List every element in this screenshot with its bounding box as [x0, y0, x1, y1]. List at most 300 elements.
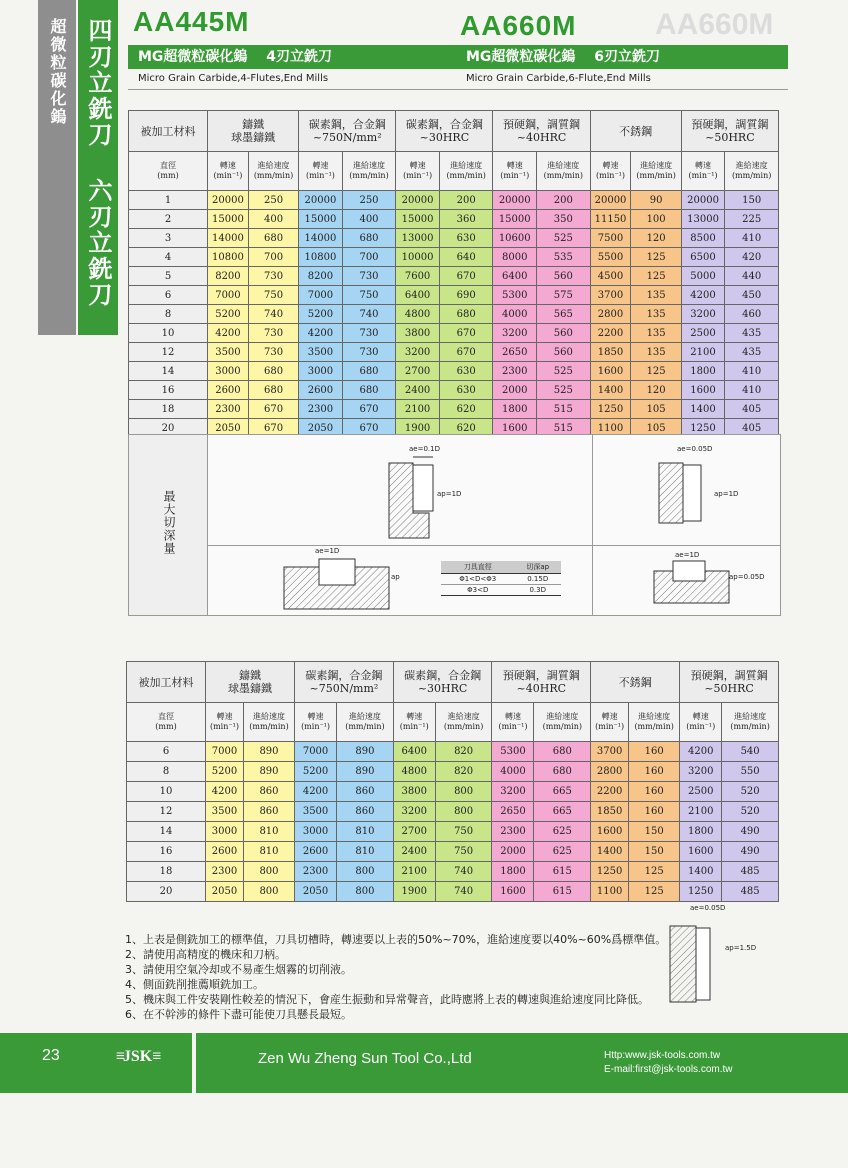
- speed-cell: 2500: [680, 782, 722, 802]
- material-header: 碳素鋼，合金鋼 ~750N/mm²: [299, 111, 396, 152]
- table-row: [129, 305, 779, 324]
- speed-cell: 7500: [590, 229, 631, 248]
- feed-cell: 125: [631, 267, 681, 286]
- feed-cell: 700: [248, 248, 298, 267]
- speed-cell: 15000: [299, 210, 343, 229]
- speed-cell: 6400: [396, 286, 440, 305]
- speed-cell: 20000: [396, 191, 440, 210]
- speed-cell: 1400: [590, 381, 631, 400]
- brand-name: JSK: [122, 1048, 153, 1065]
- material-header: 預硬鋼，調質鋼 ~50HRC: [680, 662, 779, 703]
- material-header: 碳素鋼，合金鋼 ~750N/mm²: [295, 662, 394, 703]
- ap-0-05d-label: ap=0.05D: [729, 573, 765, 581]
- feed-cell: 820: [435, 742, 492, 762]
- speed-cell: 2400: [396, 381, 440, 400]
- ap-1d-label-right: ap=1D: [714, 490, 739, 498]
- speed-cell: 1250: [591, 862, 629, 882]
- feed-cell: 515: [536, 419, 590, 438]
- speed-cell: 2050: [299, 419, 343, 438]
- speed-cell: 5200: [299, 305, 343, 324]
- speed-cell: 10000: [396, 248, 440, 267]
- feed-header: 進給速度 (mm/min): [536, 152, 590, 191]
- speed-cell: 10800: [208, 248, 249, 267]
- table-row: [127, 782, 779, 802]
- speed-cell: 3000: [206, 822, 244, 842]
- feed-header: 進給速度 (mm/min): [248, 152, 298, 191]
- feed-cell: 150: [725, 191, 779, 210]
- speed-cell: 15000: [493, 210, 537, 229]
- speed-cell: 1100: [591, 882, 629, 902]
- speed-cell: 3200: [680, 762, 722, 782]
- table-row: [129, 381, 779, 400]
- speed-cell: 8000: [493, 248, 537, 267]
- speed-cell: 7000: [208, 286, 249, 305]
- feed-cell: 160: [629, 802, 680, 822]
- feed-cell: 670: [439, 324, 493, 343]
- feed-cell: 360: [439, 210, 493, 229]
- table-row: [129, 286, 779, 305]
- feed-cell: 150: [629, 822, 680, 842]
- diameter-cell: 16: [127, 842, 206, 862]
- speed-cell: 1800: [680, 822, 722, 842]
- feed-cell: 730: [342, 343, 396, 362]
- feed-cell: 410: [725, 229, 779, 248]
- feed-cell: 485: [722, 862, 779, 882]
- note-item: 5、機床與工件安裝剛性較差的情況下，會産生振動和异常聲音，此時應將上表的轉速與進給速度同比降低。: [125, 993, 649, 1006]
- feed-cell: 105: [631, 400, 681, 419]
- feed-cell: 670: [342, 419, 396, 438]
- feed-cell: 405: [725, 400, 779, 419]
- diameter-cell: 8: [127, 762, 206, 782]
- email-link[interactable]: E-mail:first@jsk-tools.com.tw: [604, 1064, 733, 1075]
- speed-cell: 13000: [681, 210, 725, 229]
- right-product-subtitle: Micro Grain Carbide,6-Flute,End Mills: [456, 69, 788, 90]
- speed-cell: 1900: [396, 419, 440, 438]
- feed-cell: 520: [722, 802, 779, 822]
- speed-cell: 4500: [590, 267, 631, 286]
- speed-cell: 1400: [680, 862, 722, 882]
- material-header: 不銹鋼: [590, 111, 681, 152]
- speed-cell: 3200: [492, 782, 534, 802]
- feed-cell: 400: [248, 210, 298, 229]
- speed-cell: 4200: [206, 782, 244, 802]
- feed-cell: 670: [248, 400, 298, 419]
- diameter-cell: 18: [127, 862, 206, 882]
- feed-header: 進給速度 (mm/min): [243, 703, 294, 742]
- feed-cell: 490: [722, 822, 779, 842]
- feed-cell: 160: [629, 762, 680, 782]
- company-name: Zen Wu Zheng Sun Tool Co.,Ltd: [258, 1050, 472, 1067]
- feed-header: 進給速度 (mm/min): [534, 703, 591, 742]
- feed-cell: 200: [536, 191, 590, 210]
- mini-table-header: 切深ap: [514, 561, 561, 574]
- feed-cell: 615: [534, 862, 591, 882]
- brand-logo: ≡JSK≡: [115, 1048, 160, 1065]
- feed-cell: 420: [725, 248, 779, 267]
- speed-cell: 10800: [299, 248, 343, 267]
- right-product-bar: MG超微粒碳化鎢 6刃立銑刀: [456, 45, 788, 69]
- feed-cell: 750: [435, 822, 492, 842]
- diameter-cell: 10: [129, 324, 208, 343]
- note-item: 1、上表是側銑加工的標準值，刀具切槽時，轉速要以上表的50%~70%，進給速度要以40%~60%爲標準值。: [125, 933, 667, 946]
- diameter-cell: 12: [129, 343, 208, 362]
- speed-cell: 1800: [681, 362, 725, 381]
- feed-cell: 120: [631, 229, 681, 248]
- feed-cell: 410: [725, 381, 779, 400]
- speed-cell: 2600: [295, 842, 337, 862]
- speed-cell: 1850: [590, 343, 631, 362]
- feed-cell: 680: [342, 362, 396, 381]
- speed-cell: 2000: [493, 381, 537, 400]
- feed-cell: 620: [439, 419, 493, 438]
- feed-cell: 520: [722, 782, 779, 802]
- feed-header: 進給速度 (mm/min): [342, 152, 396, 191]
- speed-cell: 1600: [680, 842, 722, 862]
- feed-cell: 730: [248, 343, 298, 362]
- feed-header: 進給速度 (mm/min): [435, 703, 492, 742]
- feed-cell: 680: [439, 305, 493, 324]
- mini-table-cell: Φ1<D<Φ3: [441, 574, 514, 585]
- speed-cell: 1250: [680, 882, 722, 902]
- speed-cell: 3000: [295, 822, 337, 842]
- table-row: [129, 191, 779, 210]
- feed-cell: 730: [342, 267, 396, 286]
- feed-cell: 810: [337, 842, 394, 862]
- cutting-conditions-table-6-flute: [126, 661, 779, 902]
- feed-header: 進給速度 (mm/min): [722, 703, 779, 742]
- usage-notes: [125, 932, 666, 1022]
- speed-cell: 3500: [295, 802, 337, 822]
- material-header: 預硬鋼，調質鋼 ~40HRC: [492, 662, 591, 703]
- table-row: [127, 762, 779, 782]
- note-item: 6、在不幹涉的條件下盡可能使刀具懸長最短。: [125, 1008, 352, 1021]
- feed-cell: 615: [534, 882, 591, 902]
- slot-milling-diagram-fine: [649, 551, 749, 611]
- feed-cell: 810: [243, 842, 294, 862]
- feed-cell: 435: [725, 324, 779, 343]
- table-row: [129, 343, 779, 362]
- note-item: 4、側面銑削推薦順銑加工。: [125, 978, 264, 991]
- material-header: 碳素鋼，合金鋼 ~30HRC: [393, 662, 492, 703]
- feed-cell: 200: [439, 191, 493, 210]
- speed-header: 轉速 (min⁻¹): [393, 703, 435, 742]
- table-row: [129, 362, 779, 381]
- diameter-cell: 6: [129, 286, 208, 305]
- feed-cell: 665: [534, 802, 591, 822]
- table-row: [129, 267, 779, 286]
- table-row: [127, 862, 779, 882]
- feed-cell: 890: [243, 762, 294, 782]
- finishing-side-milling-diagram: [668, 912, 748, 1007]
- note-item: 3、請使用空氣冷却或不易產生烟霧的切削液。: [125, 963, 352, 976]
- speed-cell: 4200: [299, 324, 343, 343]
- feed-cell: 250: [342, 191, 396, 210]
- speed-cell: 3000: [208, 362, 249, 381]
- feed-cell: 670: [248, 419, 298, 438]
- speed-cell: 2300: [208, 400, 249, 419]
- website-link[interactable]: Http:www.jsk-tools.com.tw: [604, 1050, 721, 1061]
- feed-cell: 750: [435, 842, 492, 862]
- speed-cell: 2050: [206, 882, 244, 902]
- speed-cell: 2600: [299, 381, 343, 400]
- speed-cell: 1400: [681, 400, 725, 419]
- speed-header: 轉速 (min⁻¹): [681, 152, 725, 191]
- speed-cell: 7000: [295, 742, 337, 762]
- speed-cell: 5300: [492, 742, 534, 762]
- speed-cell: 3700: [590, 286, 631, 305]
- speed-cell: 2400: [393, 842, 435, 862]
- feed-cell: 680: [342, 381, 396, 400]
- feed-cell: 670: [342, 400, 396, 419]
- speed-cell: 3500: [299, 343, 343, 362]
- feed-header: 進給速度 (mm/min): [725, 152, 779, 191]
- feed-cell: 560: [536, 343, 590, 362]
- speed-cell: 5200: [208, 305, 249, 324]
- speed-cell: 2650: [492, 802, 534, 822]
- speed-cell: 2050: [295, 882, 337, 902]
- feed-cell: 890: [337, 762, 394, 782]
- corner-label: 被加工材料: [129, 111, 208, 152]
- table-row: [129, 229, 779, 248]
- speed-cell: 3000: [299, 362, 343, 381]
- feed-cell: 730: [248, 324, 298, 343]
- feed-cell: 400: [342, 210, 396, 229]
- speed-cell: 15000: [396, 210, 440, 229]
- feed-cell: 690: [439, 286, 493, 305]
- right-model-title: AA660M: [460, 10, 577, 41]
- speed-cell: 4000: [492, 762, 534, 782]
- feed-cell: 680: [534, 762, 591, 782]
- speed-cell: 1600: [591, 822, 629, 842]
- feed-cell: 150: [629, 842, 680, 862]
- speed-cell: 2800: [590, 305, 631, 324]
- feed-cell: 525: [536, 381, 590, 400]
- speed-header: 轉速 (min⁻¹): [680, 703, 722, 742]
- speed-cell: 1850: [591, 802, 629, 822]
- table-row: [129, 400, 779, 419]
- feed-cell: 680: [342, 229, 396, 248]
- table-row: [129, 324, 779, 343]
- cutting-conditions-table-4-flute: [128, 110, 779, 438]
- speed-cell: 6400: [393, 742, 435, 762]
- ae-0-1d-label: ae=0.1D: [409, 445, 440, 453]
- speed-cell: 20000: [208, 191, 249, 210]
- feed-cell: 680: [248, 381, 298, 400]
- ghost-model-text: AA660M: [655, 8, 774, 41]
- feed-cell: 670: [439, 267, 493, 286]
- feed-cell: 435: [725, 343, 779, 362]
- feed-cell: 515: [536, 400, 590, 419]
- speed-cell: 2600: [208, 381, 249, 400]
- speed-header: 轉速 (min⁻¹): [295, 703, 337, 742]
- speed-cell: 2300: [493, 362, 537, 381]
- feed-cell: 135: [631, 286, 681, 305]
- speed-cell: 7000: [206, 742, 244, 762]
- feed-cell: 620: [439, 400, 493, 419]
- feed-header: 進給速度 (mm/min): [629, 703, 680, 742]
- feed-cell: 450: [725, 286, 779, 305]
- feed-cell: 890: [243, 742, 294, 762]
- feed-cell: 405: [725, 419, 779, 438]
- feed-cell: 135: [631, 305, 681, 324]
- feed-header: 進給速度 (mm/min): [439, 152, 493, 191]
- feed-cell: 350: [536, 210, 590, 229]
- feed-cell: 125: [631, 248, 681, 267]
- feed-cell: 160: [629, 742, 680, 762]
- speed-cell: 1400: [591, 842, 629, 862]
- feed-cell: 160: [629, 782, 680, 802]
- feed-cell: 250: [248, 191, 298, 210]
- feed-cell: 410: [725, 362, 779, 381]
- table-row: [127, 802, 779, 822]
- diameter-cell: 6: [127, 742, 206, 762]
- material-header: 鑄鐵 球墨鑄鐵: [208, 111, 299, 152]
- left-model-title: AA445M: [133, 6, 250, 37]
- feed-cell: 125: [631, 362, 681, 381]
- bottom-ae-label: ae=0.05D: [690, 904, 726, 912]
- speed-cell: 1600: [493, 419, 537, 438]
- diameter-cell: 14: [129, 362, 208, 381]
- diameter-cell: 2: [129, 210, 208, 229]
- feed-cell: 800: [435, 802, 492, 822]
- diameter-cell: 16: [129, 381, 208, 400]
- feed-header: 進給速度 (mm/min): [631, 152, 681, 191]
- feed-cell: 440: [725, 267, 779, 286]
- speed-cell: 2100: [393, 862, 435, 882]
- speed-cell: 4000: [493, 305, 537, 324]
- speed-header: 轉速 (min⁻¹): [299, 152, 343, 191]
- speed-cell: 15000: [208, 210, 249, 229]
- speed-cell: 4800: [393, 762, 435, 782]
- speed-cell: 3500: [208, 343, 249, 362]
- speed-cell: 5200: [295, 762, 337, 782]
- ae-1d-label-right: ae=1D: [675, 551, 700, 559]
- table-row: [127, 742, 779, 762]
- feed-header: 進給速度 (mm/min): [337, 703, 394, 742]
- ap-label: ap: [391, 573, 400, 581]
- speed-header: 轉速 (min⁻¹): [492, 703, 534, 742]
- feed-cell: 740: [435, 862, 492, 882]
- speed-cell: 1600: [492, 882, 534, 902]
- page-number: 23: [42, 1047, 60, 1064]
- speed-cell: 1600: [681, 381, 725, 400]
- speed-cell: 2100: [680, 802, 722, 822]
- speed-cell: 4800: [396, 305, 440, 324]
- diameter-header: 直徑 (mm): [129, 152, 208, 191]
- feed-cell: 105: [631, 419, 681, 438]
- diameter-cell: 18: [129, 400, 208, 419]
- feed-cell: 565: [536, 305, 590, 324]
- feed-cell: 750: [342, 286, 396, 305]
- feed-cell: 860: [243, 782, 294, 802]
- speed-cell: 13000: [396, 229, 440, 248]
- feed-cell: 820: [435, 762, 492, 782]
- sidebar-green-label: 四刃立銑刀 六刃立銑刀: [84, 18, 112, 308]
- speed-cell: 3200: [393, 802, 435, 822]
- speed-cell: 2200: [590, 324, 631, 343]
- feed-cell: 890: [337, 742, 394, 762]
- speed-header: 轉速 (min⁻¹): [396, 152, 440, 191]
- feed-cell: 560: [536, 324, 590, 343]
- feed-cell: 670: [439, 343, 493, 362]
- speed-cell: 1250: [681, 419, 725, 438]
- speed-cell: 1100: [590, 419, 631, 438]
- speed-cell: 5000: [681, 267, 725, 286]
- feed-cell: 540: [722, 742, 779, 762]
- bottom-ap-label: ap=1.5D: [725, 944, 757, 952]
- speed-cell: 2800: [591, 762, 629, 782]
- feed-cell: 640: [439, 248, 493, 267]
- speed-cell: 2100: [396, 400, 440, 419]
- mini-table-cell: Φ3<D: [441, 585, 514, 596]
- feed-cell: 460: [725, 305, 779, 324]
- speed-cell: 1600: [590, 362, 631, 381]
- speed-cell: 2300: [492, 822, 534, 842]
- feed-cell: 800: [337, 862, 394, 882]
- sidebar-gray-label: 超微粒碳化鎢: [48, 18, 67, 126]
- feed-cell: 680: [248, 229, 298, 248]
- speed-header: 轉速 (min⁻¹): [208, 152, 249, 191]
- table-row: [127, 842, 779, 862]
- material-header: 碳素鋼，合金鋼 ~30HRC: [396, 111, 493, 152]
- material-header: 預硬鋼，調質鋼 ~50HRC: [681, 111, 778, 152]
- speed-cell: 4200: [295, 782, 337, 802]
- diameter-cell: 3: [129, 229, 208, 248]
- speed-cell: 8200: [299, 267, 343, 286]
- speed-cell: 2600: [206, 842, 244, 862]
- table-row: [127, 822, 779, 842]
- feed-cell: 135: [631, 343, 681, 362]
- diameter-cell: 14: [127, 822, 206, 842]
- feed-cell: 800: [243, 882, 294, 902]
- speed-cell: 1900: [393, 882, 435, 902]
- feed-cell: 860: [337, 782, 394, 802]
- feed-cell: 680: [248, 362, 298, 381]
- feed-cell: 225: [725, 210, 779, 229]
- feed-cell: 810: [243, 822, 294, 842]
- max-depth-label: 最大切深量: [162, 490, 176, 555]
- left-product-subtitle: Micro Grain Carbide,4-Flutes,End Mills: [128, 69, 456, 90]
- feed-cell: 740: [342, 305, 396, 324]
- speed-cell: 6400: [493, 267, 537, 286]
- feed-cell: 800: [243, 862, 294, 882]
- feed-cell: 485: [722, 882, 779, 902]
- speed-header: 轉速 (min⁻¹): [493, 152, 537, 191]
- speed-cell: 7600: [396, 267, 440, 286]
- feed-cell: 490: [722, 842, 779, 862]
- slot-milling-diagram: [279, 547, 399, 613]
- mini-table-cell: 0.15D: [514, 574, 561, 585]
- material-header: 不銹鋼: [591, 662, 680, 703]
- feed-cell: 525: [536, 362, 590, 381]
- feed-cell: 550: [722, 762, 779, 782]
- feed-cell: 630: [439, 229, 493, 248]
- feed-cell: 535: [536, 248, 590, 267]
- diameter-cell: 4: [129, 248, 208, 267]
- speed-cell: 2100: [681, 343, 725, 362]
- diameter-cell: 1: [129, 191, 208, 210]
- feed-cell: 750: [248, 286, 298, 305]
- diameter-cell: 8: [129, 305, 208, 324]
- speed-cell: 1800: [492, 862, 534, 882]
- feed-cell: 625: [534, 842, 591, 862]
- speed-cell: 14000: [208, 229, 249, 248]
- speed-cell: 3200: [396, 343, 440, 362]
- speed-cell: 7000: [299, 286, 343, 305]
- diameter-cell: 10: [127, 782, 206, 802]
- feed-cell: 800: [435, 782, 492, 802]
- feed-cell: 100: [631, 210, 681, 229]
